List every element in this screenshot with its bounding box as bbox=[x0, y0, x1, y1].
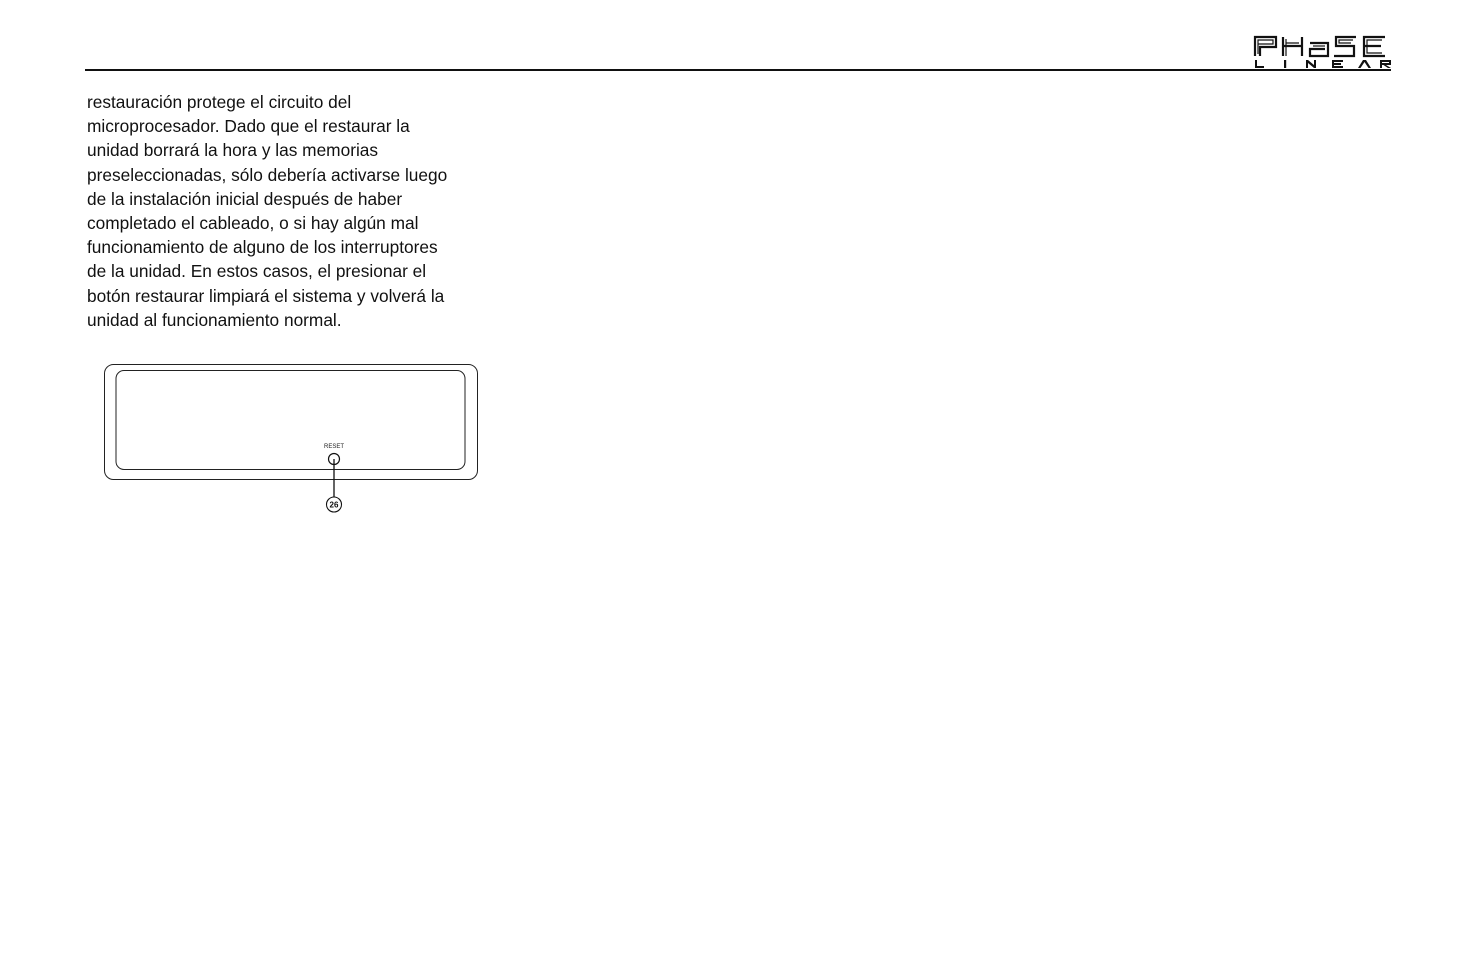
faceplate-inner bbox=[116, 371, 465, 470]
body-paragraph: restauración protege el circuito del microprocesador. Dado que el restaurar la unidad borrará la hora y las memorias preseleccionadas, sólo debería activarse luego de la instalación inicial después de haber completado el cableado, o si hay algún mal funcionamiento de alguno de los interruptores de la unidad. En estos casos, el presionar el botón restaurar limpiará el sistema y volverá la unidad al funcionamiento normal. bbox=[87, 92, 448, 330]
phase-linear-logo bbox=[1252, 34, 1392, 70]
faceplate-illustration bbox=[100, 360, 484, 520]
faceplate-outer bbox=[105, 365, 478, 480]
callout-number: 26 bbox=[329, 500, 339, 510]
header-rule bbox=[85, 69, 1391, 71]
reset-label: RESET bbox=[323, 444, 345, 450]
